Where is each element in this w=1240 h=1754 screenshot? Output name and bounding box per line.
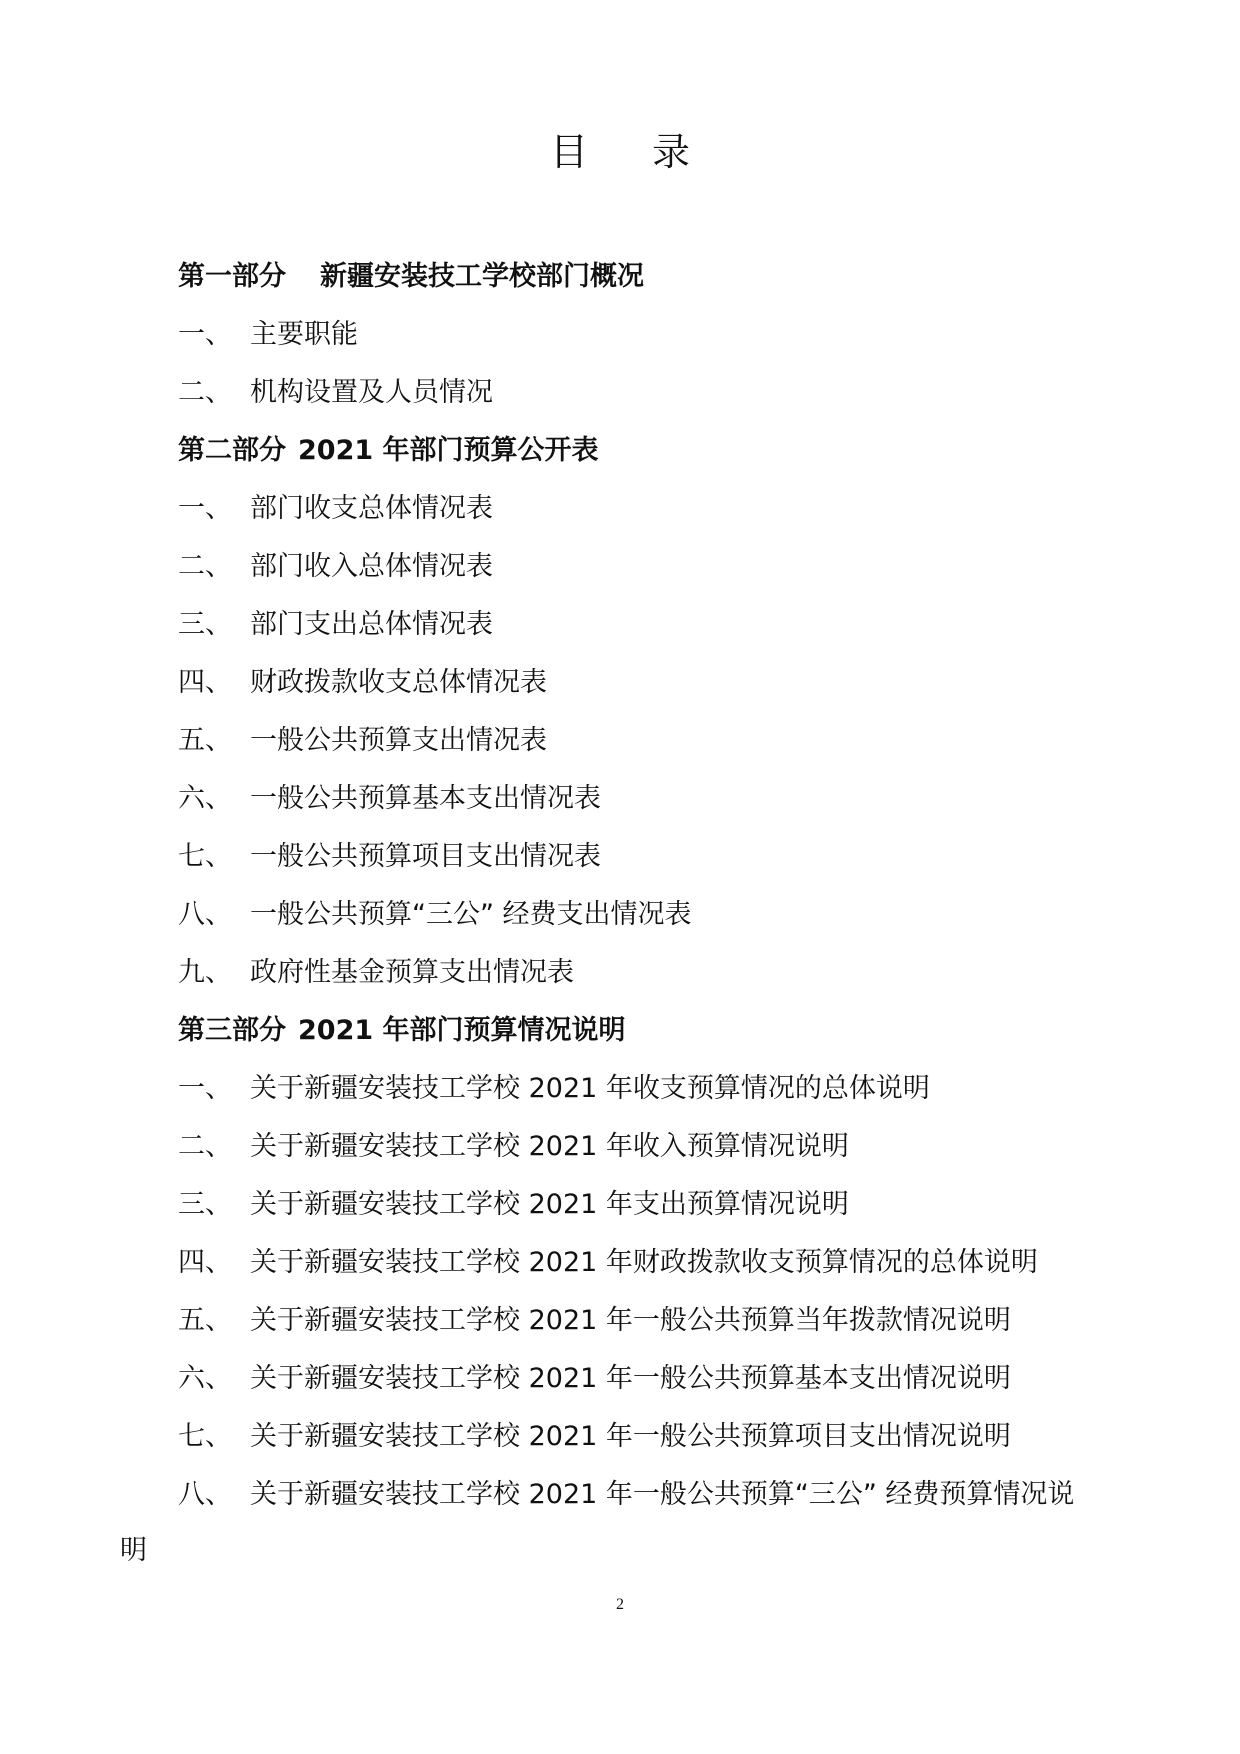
item-number: 一、	[178, 1073, 232, 1104]
item-text: 关于新疆安装技工学校 2021 年收支预算情况的总体说明	[250, 1073, 930, 1104]
part-label: 第一部分	[178, 261, 286, 292]
item-text: 关于新疆安装技工学校 2021 年一般公共预算当年拨款情况说明	[250, 1305, 1011, 1336]
item-text: 关于新疆安装技工学校 2021 年财政拨款收支预算情况的总体说明	[250, 1247, 1038, 1278]
part-label: 第二部分	[178, 435, 286, 466]
toc-item	[178, 1292, 1178, 1350]
item-text: 一般公共预算项目支出情况表	[250, 841, 601, 872]
toc-title: 目 录	[549, 130, 717, 174]
item-text: 关于新疆安装技工学校 2021 年一般公共预算“三公” 经费预算情况说	[250, 1479, 1075, 1510]
item-number: 六、	[178, 783, 232, 814]
toc-item	[178, 654, 1178, 712]
item-text: 关于新疆安装技工学校 2021 年一般公共预算基本支出情况说明	[250, 1363, 1011, 1394]
toc-item	[178, 1234, 1178, 1292]
part-heading-2	[178, 422, 1178, 480]
page-number: 2	[616, 1596, 624, 1613]
item-number: 四、	[178, 667, 232, 698]
toc-item	[178, 480, 1178, 538]
toc-item	[178, 828, 1178, 886]
item-text: 一般公共预算“三公” 经费支出情况表	[250, 899, 692, 930]
part-heading-3	[178, 1002, 1178, 1060]
toc-item	[178, 1350, 1178, 1408]
item-number: 二、	[178, 551, 232, 582]
item-number: 二、	[178, 1131, 232, 1162]
item-number: 五、	[178, 1305, 232, 1336]
part-name: 2021 年部门预算公开表	[298, 435, 599, 466]
toc-item	[178, 712, 1178, 770]
part-heading-1	[178, 248, 1178, 306]
item-text: 部门收入总体情况表	[250, 551, 493, 582]
item-number: 五、	[178, 725, 232, 756]
item-number: 七、	[178, 841, 232, 872]
toc-item	[178, 770, 1178, 828]
part-name: 2021 年部门预算情况说明	[298, 1015, 626, 1046]
toc-item	[178, 1408, 1178, 1466]
item-text: 主要职能	[250, 319, 358, 350]
toc-item	[178, 886, 1178, 944]
item-text: 财政拨款收支总体情况表	[250, 667, 547, 698]
toc-item	[178, 538, 1178, 596]
toc-item	[178, 944, 1178, 1002]
item-text-continuation: 明	[120, 1535, 147, 1566]
item-number: 九、	[178, 957, 232, 988]
item-number: 三、	[178, 1189, 232, 1220]
item-text: 关于新疆安装技工学校 2021 年一般公共预算项目支出情况说明	[250, 1421, 1011, 1452]
item-text: 部门支出总体情况表	[250, 609, 493, 640]
part-label: 第三部分	[178, 1015, 286, 1046]
table-of-contents	[120, 248, 1178, 1566]
toc-item	[120, 1466, 1178, 1566]
item-text: 一般公共预算基本支出情况表	[250, 783, 601, 814]
item-number: 一、	[178, 319, 232, 350]
item-number: 四、	[178, 1247, 232, 1278]
item-text: 政府性基金预算支出情况表	[250, 957, 574, 988]
item-number: 三、	[178, 609, 232, 640]
item-number: 八、	[178, 899, 232, 930]
item-number: 六、	[178, 1363, 232, 1394]
item-text: 关于新疆安装技工学校 2021 年支出预算情况说明	[250, 1189, 849, 1220]
toc-item	[178, 306, 1178, 364]
item-text: 部门收支总体情况表	[250, 493, 493, 524]
toc-item	[178, 364, 1178, 422]
toc-item	[178, 596, 1178, 654]
item-text: 机构设置及人员情况	[250, 377, 493, 408]
toc-item	[178, 1060, 1178, 1118]
toc-item	[178, 1118, 1178, 1176]
item-number: 一、	[178, 493, 232, 524]
item-number: 二、	[178, 377, 232, 408]
item-text: 一般公共预算支出情况表	[250, 725, 547, 756]
item-text: 关于新疆安装技工学校 2021 年收入预算情况说明	[250, 1131, 849, 1162]
item-number: 七、	[178, 1421, 232, 1452]
part-name: 新疆安装技工学校部门概况	[320, 261, 644, 292]
toc-item	[178, 1176, 1178, 1234]
item-number: 八、	[178, 1479, 232, 1510]
